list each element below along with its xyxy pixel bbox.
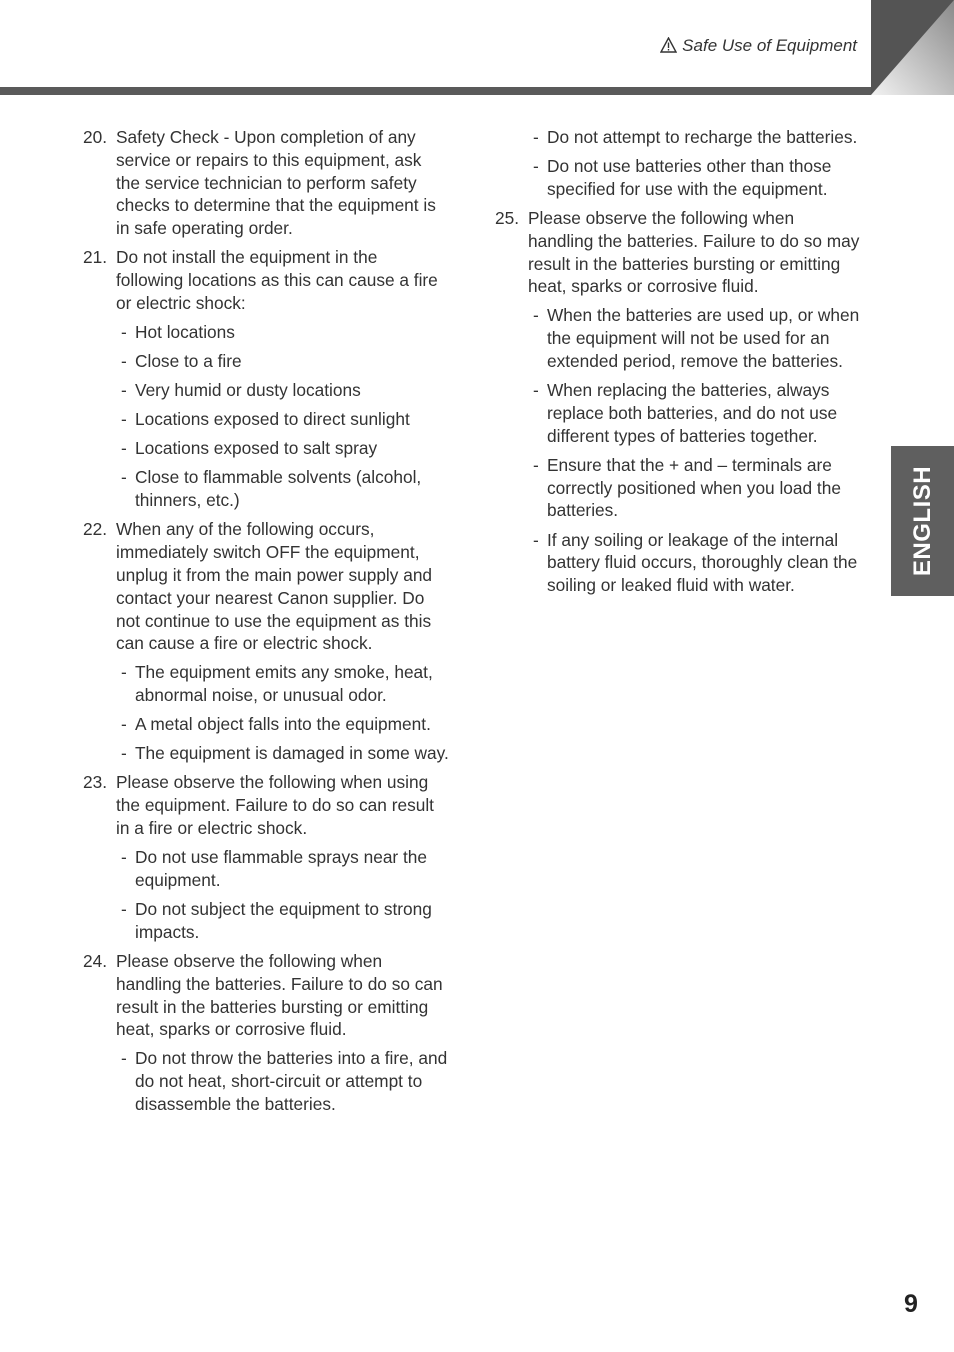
list-item-20 <box>83 126 449 240</box>
sub-item: - Do not subject the equipment to strong impacts. <box>121 899 432 942</box>
sub-item: - When the batteries are used up, or when the equipment will not be used for an extended period, remove the batteries. <box>533 305 860 372</box>
list-item-21 <box>83 246 449 314</box>
language-tab-label: ENGLISH <box>908 465 936 577</box>
right-column <box>495 126 861 603</box>
item-number: 25. <box>495 207 520 228</box>
left-column <box>83 126 449 1122</box>
sub-item: - Do not attempt to recharge the batteries. <box>533 127 858 147</box>
language-tab <box>891 446 954 596</box>
sub-item: - Do not use flammable sprays near the equipment. <box>121 847 428 890</box>
list-item-24 <box>83 950 449 1041</box>
sub-item: - Ensure that the + and – terminals are correctly positioned when you load the batteries. <box>533 454 841 521</box>
list-item-23 <box>83 771 449 839</box>
sub-item: - Do not use batteries other than those specified for use with the equipment. <box>533 156 832 199</box>
sub-item: - Hot locations <box>121 321 235 342</box>
item-text: Do not install the equipment in the following locations as this can cause a fire or electric shock: <box>116 247 438 313</box>
header-title-text: Safe Use of Equipment <box>682 36 857 55</box>
sub-item: - A metal object falls into the equipment. <box>121 714 431 735</box>
sub-item: - Close to flammable solvents (alcohol, thinners, etc.) <box>121 467 422 511</box>
item-number: 23. <box>83 772 108 793</box>
header-rule <box>0 87 872 95</box>
sub-item: - Locations exposed to salt spray <box>121 438 378 459</box>
item-number: 22. <box>83 519 108 540</box>
sub-item: - The equipment is damaged in some way. <box>121 743 449 764</box>
item-text: When any of the following occurs, immediately switch OFF the equipment, unplug it from the main power supply and contact your nearest Canon supplier. Do not continue to use the equipment as this can cause a fire or electric shock. <box>116 519 433 654</box>
warning-triangle-icon <box>660 37 677 53</box>
sub-item: - Do not throw the batteries into a fire, and do not heat, short-circuit or attempt to disassemble the batteries. <box>121 1048 448 1115</box>
corner-decoration <box>871 0 954 95</box>
sub-item: - Very humid or dusty locations <box>121 380 361 401</box>
sub-item: - If any soiling or leakage of the internal battery fluid occurs, thoroughly clean the soiling or leaked fluid with water. <box>533 529 858 596</box>
sub-item: - Locations exposed to direct sunlight <box>121 409 410 430</box>
item-text: Please observe the following when handling the batteries. Failure to do so may result in the batteries bursting or emitting heat, sparks or corrosive fluid. <box>528 207 860 297</box>
list-item-25 <box>495 207 861 298</box>
item-text: Please observe the following when handling the batteries. Failure to do so can result in the batteries bursting or emitting heat, sparks or corrosive fluid. <box>116 950 443 1040</box>
item-text: Safety Check - Upon completion of any service or repairs to this equipment, ask the service technician to perform safety checks to determine that the equipment is in safe operating order. <box>116 127 436 239</box>
header-title <box>660 36 857 56</box>
item-number: 20. <box>83 127 108 147</box>
sub-item: - When replacing the batteries, always replace both batteries, and do not use different types of batteries together. <box>533 380 838 446</box>
item-text: Please observe the following when using the equipment. Failure to do so can result in a fire or electric shock. <box>116 772 434 839</box>
item-number: 21. <box>83 247 108 268</box>
sub-item: - The equipment emits any smoke, heat, abnormal noise, or unusual odor. <box>121 662 433 706</box>
item-number: 24. <box>83 950 108 971</box>
sub-item: - Close to a fire <box>121 351 242 372</box>
page-number: 9 <box>904 1290 918 1318</box>
list-item-22 <box>83 518 449 655</box>
